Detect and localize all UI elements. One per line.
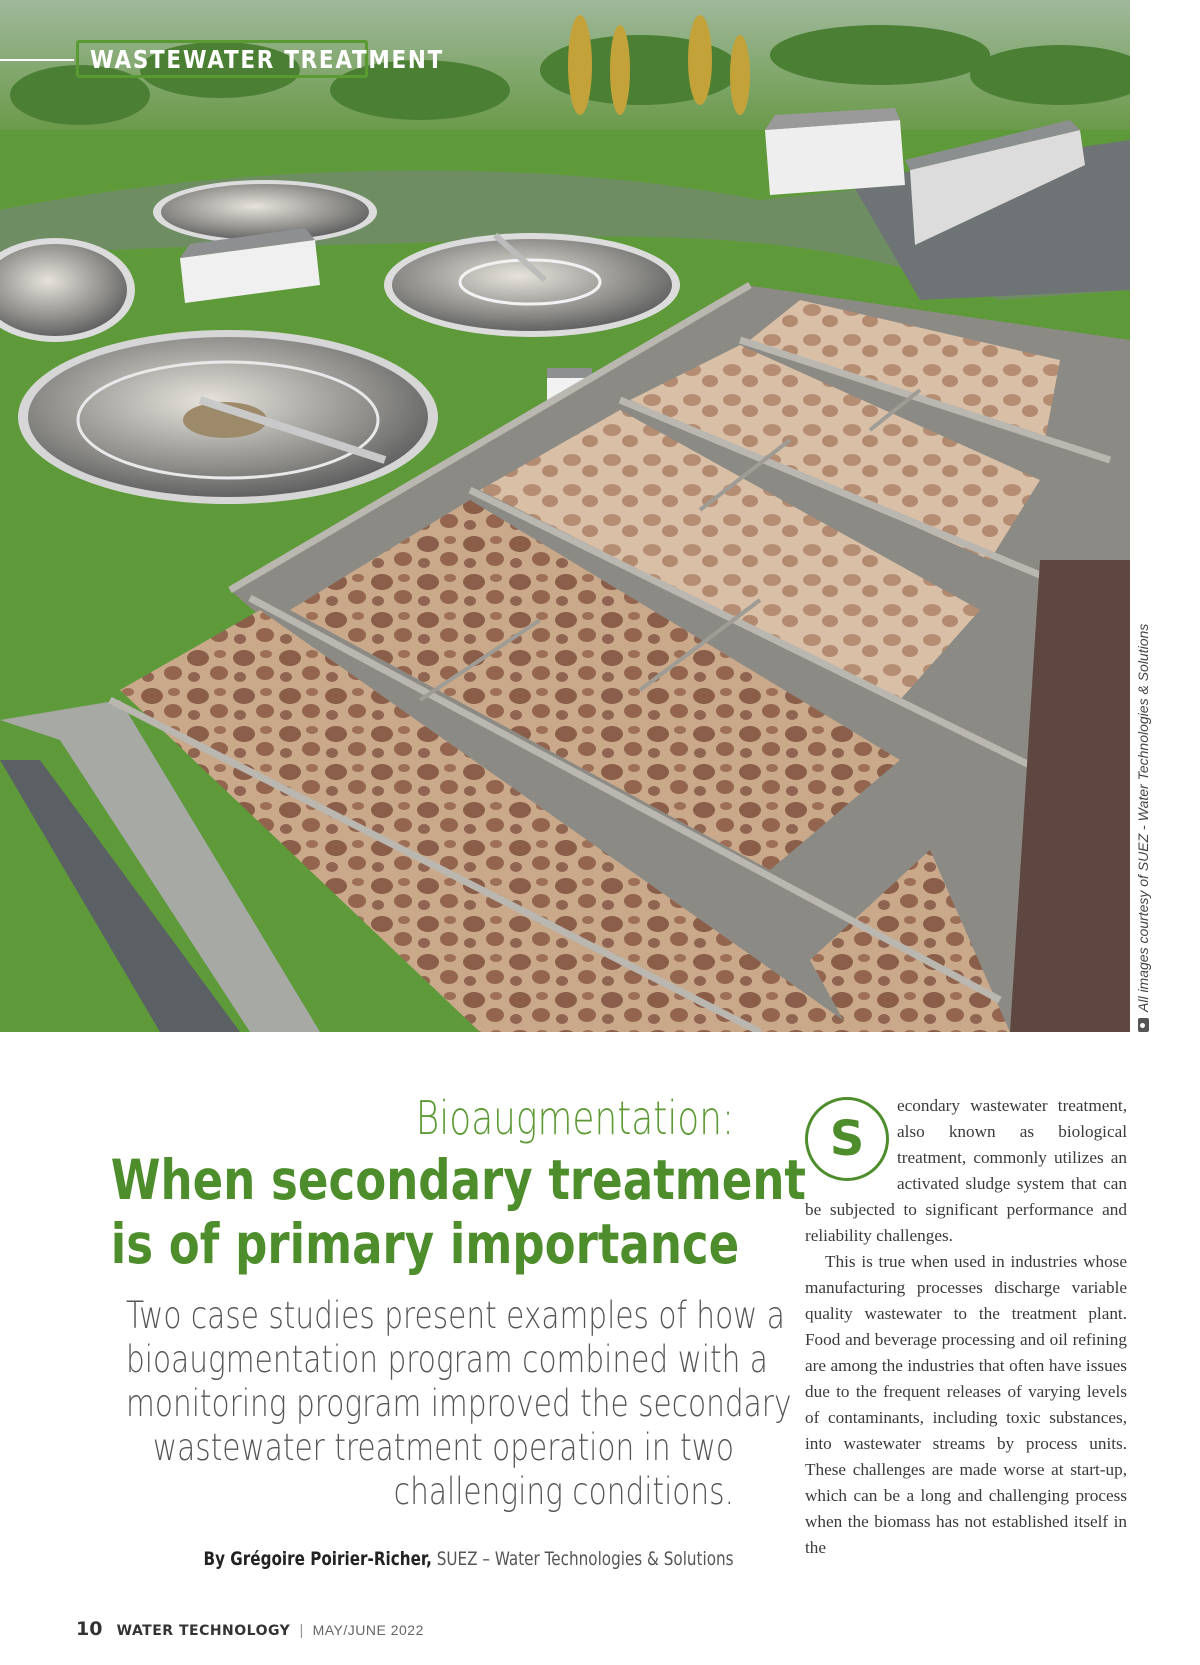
dek-line: Two case studies present examples of how a: [126, 1294, 785, 1337]
article-kicker: Bioaugmentation:: [415, 1091, 734, 1145]
section-tag: [0, 38, 445, 82]
dek-line: monitoring program improved the secondary: [126, 1382, 792, 1425]
byline-author: By Grégoire Poirier-Richer,: [203, 1548, 433, 1570]
dropcap: S: [805, 1097, 889, 1181]
issue-date: MAY/JUNE 2022: [312, 1622, 424, 1638]
camera-icon: [1138, 1018, 1149, 1032]
section-tag-rule: [0, 59, 74, 61]
body-paragraph: This is true when used in industries whose manufacturing processes discharge variable quality wastewater to the treatment plant. Food and beverage processing and oil refining are among the industries that often have issues due to the frequent releases of varying levels of contaminants, including toxic substances, into wastewater streams by process units. These challenges are made worse at start-up, which can be a long and challenging process when the biomass has not established itself in the: [805, 1252, 1127, 1557]
headline-line: When secondary treatment: [110, 1148, 807, 1212]
page-number: 10: [76, 1618, 103, 1640]
magazine-name: WATER TECHNOLOGY: [116, 1623, 291, 1639]
dek-line: challenging conditions.: [393, 1470, 734, 1513]
photo-credit-text: All images courtesy of SUEZ - Water Technologies & Solutions: [1135, 623, 1151, 1012]
dek-line: wastewater treatment operation in two: [152, 1426, 735, 1469]
section-tag-label: WASTEWATER TREATMENT: [90, 45, 445, 74]
article-body: [805, 1093, 1127, 1561]
byline-org: SUEZ – Water Technologies & Solutions: [437, 1548, 734, 1570]
footer-separator: |: [299, 1622, 304, 1639]
page-footer: [76, 1618, 424, 1640]
photo-credit: [1132, 612, 1154, 1032]
body-paragraph: econdary wastewater treatment, also known as biological treatment, commonly utilizes an activated sludge system that can be subjected to significant performance and reliability challenges.: [805, 1096, 1127, 1245]
article-headline: [110, 1148, 807, 1276]
article-dek: [126, 1294, 792, 1514]
dek-line: bioaugmentation program combined with a: [126, 1338, 768, 1381]
byline: [204, 1548, 734, 1570]
headline-line: is of primary importance: [110, 1212, 740, 1276]
